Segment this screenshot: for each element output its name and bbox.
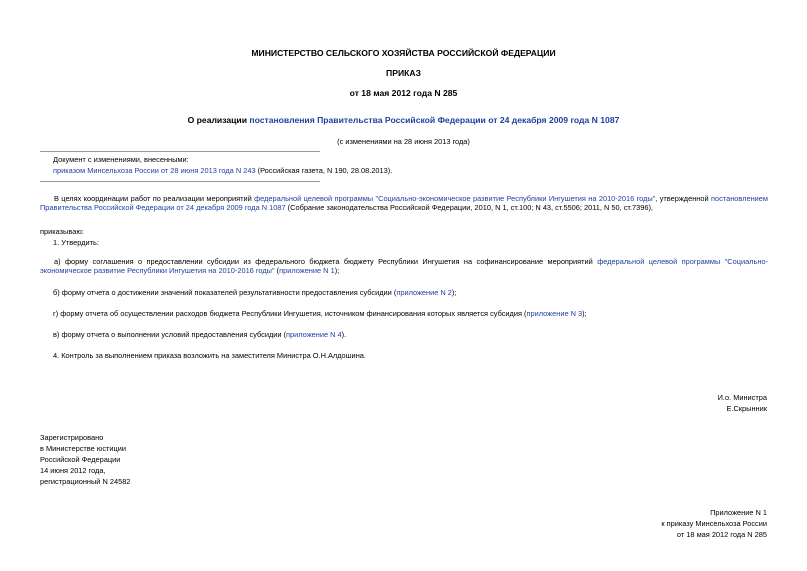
changes-link[interactable]: приказом Минсельхоза России от 28 июня 2013 года N 243 — [53, 166, 256, 175]
item-g-text-2: ); — [582, 309, 587, 318]
order-word: приказываю: — [40, 227, 84, 236]
appendix-3-link[interactable]: приложение N 3 — [526, 309, 583, 318]
changes-suffix: (Российская газета, N 190, 28.08.2013). — [255, 166, 393, 175]
item-b — [53, 288, 456, 297]
changes-top-divider — [40, 151, 320, 152]
appendix-line-1: Приложение N 1 — [710, 508, 767, 517]
item-v-text-1: в) форму отчета о выполнении условий предоставления субсидии ( — [53, 330, 287, 339]
title-link[interactable]: постановления Правительства Российской Федерации от 24 декабря 2009 года N 1087 — [249, 115, 620, 125]
registration-line-2: в Министерстве юстиции — [40, 444, 127, 453]
registration-line-3: Российской Федерации — [40, 455, 121, 464]
changes-line2 — [53, 166, 392, 175]
appendix-2-link[interactable]: приложение N 2 — [396, 288, 452, 297]
item-a — [40, 257, 768, 276]
registration-line-1: Зарегистрировано — [40, 433, 104, 442]
appendix-4-link[interactable]: приложение N 4 — [286, 330, 342, 339]
item-1: 1. Утвердить: — [53, 238, 99, 247]
item-4: 4. Контроль за выполнением приказа возложить на заместителя Министра О.Н.Алдошина. — [53, 351, 366, 360]
registration-line-4: 14 июня 2012 года, — [40, 466, 106, 475]
registration-line-5: регистрационный N 24582 — [40, 477, 131, 486]
appendix-line-3: от 18 мая 2012 года N 285 — [676, 530, 767, 539]
doc-type-heading: ПРИКАЗ — [386, 68, 421, 78]
appendix-1-link[interactable]: приложение N 1 — [279, 266, 335, 276]
preamble-decree-link[interactable]: постановлением Правительства Российской Федерации от 24 декабря 2009 года N 1087 — [40, 194, 768, 213]
changes-line1: Документ с изменениями, внесенными: — [53, 155, 189, 164]
title-prefix: О реализации — [187, 115, 250, 125]
signature-position: И.о. Министра — [717, 393, 767, 402]
appendix-line-2: к приказу Минсельхоза России — [661, 519, 767, 528]
preamble-text-1: В целях координации работ по реализации мероприятий — [54, 194, 255, 203]
date-number-heading: от 18 мая 2012 года N 285 — [349, 88, 458, 98]
item-v-text-2: ). — [341, 330, 347, 339]
preamble-paragraph — [40, 194, 768, 213]
signature-name: Е.Скрынник — [726, 404, 767, 413]
preamble-text-3: (Собрание законодательства Российской Федерации, 2010, N 1, ст.100; N 43, ст.5506; 2011, N 50, ст.7396), — [285, 203, 653, 213]
item-g-text-1: г) форму отчета об осуществлении расходов бюджета Республики Ингушетия, источником финансирования которых является субсидия ( — [53, 309, 527, 318]
item-a-program-link[interactable]: федеральной целевой программы "Социально-экономическое развитие Республики Ингушетия на 2010-2016 годы" — [40, 257, 768, 276]
document-title — [0, 115, 807, 126]
item-a-text-2: ( — [274, 266, 280, 276]
item-a-text-3: ); — [334, 266, 340, 276]
preamble-program-link[interactable]: федеральной целевой программы "Социально-экономическое развитие Республики Ингушетия на 2010-2016 годы" — [254, 194, 656, 203]
item-a-text-1: а) форму соглашения о предоставлении субсидии из федерального бюджета бюджету Республики Ингушетия на софинансирование мероприятий — [54, 257, 598, 266]
preamble-text-2: , утвержденной — [655, 194, 711, 203]
item-b-text-2: ); — [451, 288, 457, 297]
item-b-text-1: б) форму отчета о достижении значений показателей результативности предоставления субсидии ( — [53, 288, 397, 297]
ministry-heading: МИНИСТЕРСТВО СЕЛЬСКОГО ХОЗЯЙСТВА РОССИЙСКОЙ ФЕДЕРАЦИИ — [251, 48, 556, 58]
amendment-note: (с изменениями на 28 июня 2013 года) — [337, 137, 470, 146]
changes-bottom-divider — [40, 181, 320, 182]
item-g — [53, 309, 587, 318]
item-v — [53, 330, 346, 339]
